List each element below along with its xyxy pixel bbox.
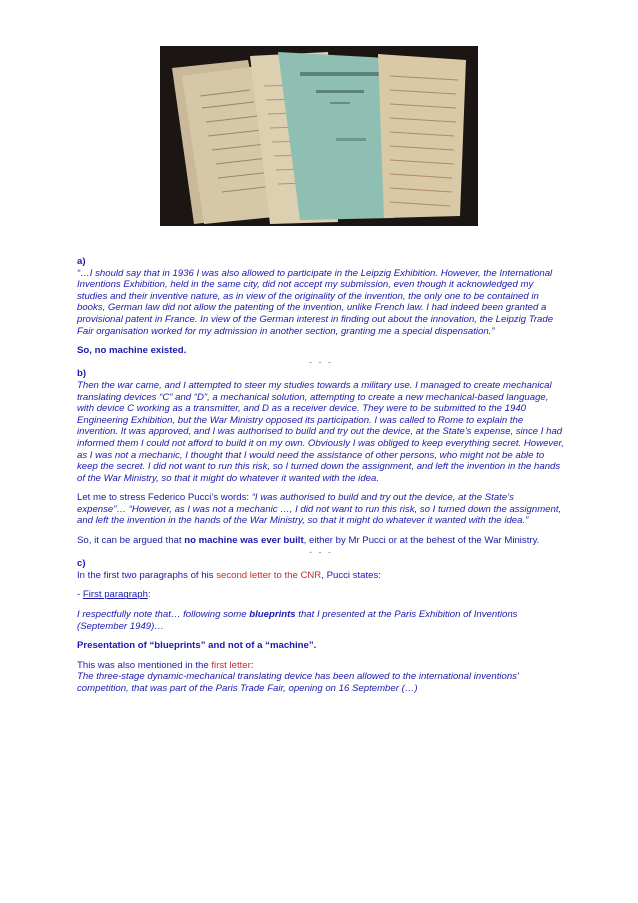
- first-paragraph-link[interactable]: First paragraph: [82, 589, 148, 601]
- intro-post: , Pucci states:: [321, 569, 381, 581]
- archive-photo: [160, 46, 478, 226]
- presentation-text: Presentation of “blueprints” and not of a “machine”: [77, 640, 314, 652]
- archive-documents-image: [160, 46, 478, 226]
- section-c-intro: [77, 570, 565, 582]
- intro-pre: In the first two paragraphs of his: [77, 569, 217, 581]
- section-b-stress: [77, 492, 565, 527]
- note-post: that I presented at the Paris Exhibition of Inventions (September 1949)…: [77, 609, 518, 632]
- presentation-line: Presentation of “blueprints” and not of a “machine”.: [77, 640, 317, 652]
- blueprints-note: [77, 609, 565, 632]
- mention-line: [77, 660, 565, 672]
- first-letter-link[interactable]: first letter: [211, 659, 251, 671]
- stress-quote: “I was authorised to build and try out the device, at the State’s expense”… “However, as I was not a mechanic …, I did not want to run this risk, so I turned down the assignment, and left the invention in the hands of the War Ministry, so that it might do whatever it wanted with the idea.”: [77, 492, 562, 527]
- section-b-argued: [77, 535, 565, 547]
- para-suffix: :: [147, 589, 151, 601]
- section-a-quote: “…I should say that in 1936 I was also allowed to participate in the Leipzig Exhibition. However, the International Inventions Exhibition, held in the same city, did not accept my submission, even though it acknowledged my studies and their inventive nature, as in view of the originality of the invention, the only one to be contained in books, German law did not allow the patenting of the invention, unlike French law. I had indeed been granted a provisional patent in France. In view of the German interest in finding out about the innovation, the Leipzig Trade Fair organisation worked for my admission in another section, granting me a special dispensation.”: [77, 267, 554, 337]
- mention-post: :: [250, 659, 254, 671]
- para-prefix: -: [77, 589, 83, 601]
- document-body: [77, 256, 565, 695]
- note-bold: blueprints: [249, 609, 296, 621]
- section-a-label: a): [77, 256, 86, 267]
- note-pre: I respectfully note that… following some: [77, 609, 250, 621]
- first-paragraph-line: [77, 589, 565, 601]
- section-c-label: c): [77, 558, 86, 570]
- argued-post: , either by Mr Pucci or at the behest of the War Ministry.: [303, 535, 540, 547]
- separator-2: - - -: [309, 546, 333, 557]
- argued-bold: no machine was ever built: [184, 535, 304, 547]
- argued-pre: So, it can be argued that: [77, 535, 185, 547]
- indented-quote: The three-stage dynamic-mechanical translating device has been allowed to the international inventions' competition, that was part of the Paris Trade Fair, opening on 16 September (…): [77, 671, 519, 694]
- stress-intro: Let me to stress Federico Pucci’s words:: [77, 492, 252, 504]
- section-b-label: b): [77, 368, 87, 380]
- section-a-conclusion-text: So, no machine existed: [77, 345, 184, 357]
- second-letter-link[interactable]: second letter to the CNR: [216, 569, 322, 581]
- mention-pre: This was also mentioned in the: [77, 659, 212, 671]
- separator-1: - - -: [309, 356, 333, 367]
- section-b-quote: Then the war came, and I attempted to steer my studies towards a military use. I managed to create mechanical translating devices “C” and “D”, a mechanical solution, attempting to create a new mechanical-based language, with device C working as a transmitter, and D as a receiver device. They were to be submitted to the 1940 Engineering Exhibition, but the War Ministry opposed its participation. I was called to Rome to explain the invention. It was approved, and I was authorised to build and try out the device, at the State’s expense, since I had informed them I could not afford to build it on my own. Obviously I was obliged to keep everything secret. However, as I was not a mechanic, I thought that I would need the assistance of other persons, who might not be able to keep the secret. I did not want to run this risk, so I turned down the assignment, and left the invention in the hands of the War Ministry, so that it might do whatever it wanted with the idea.: [77, 379, 564, 484]
- section-a-conclusion: So, no machine existed.: [77, 345, 187, 357]
